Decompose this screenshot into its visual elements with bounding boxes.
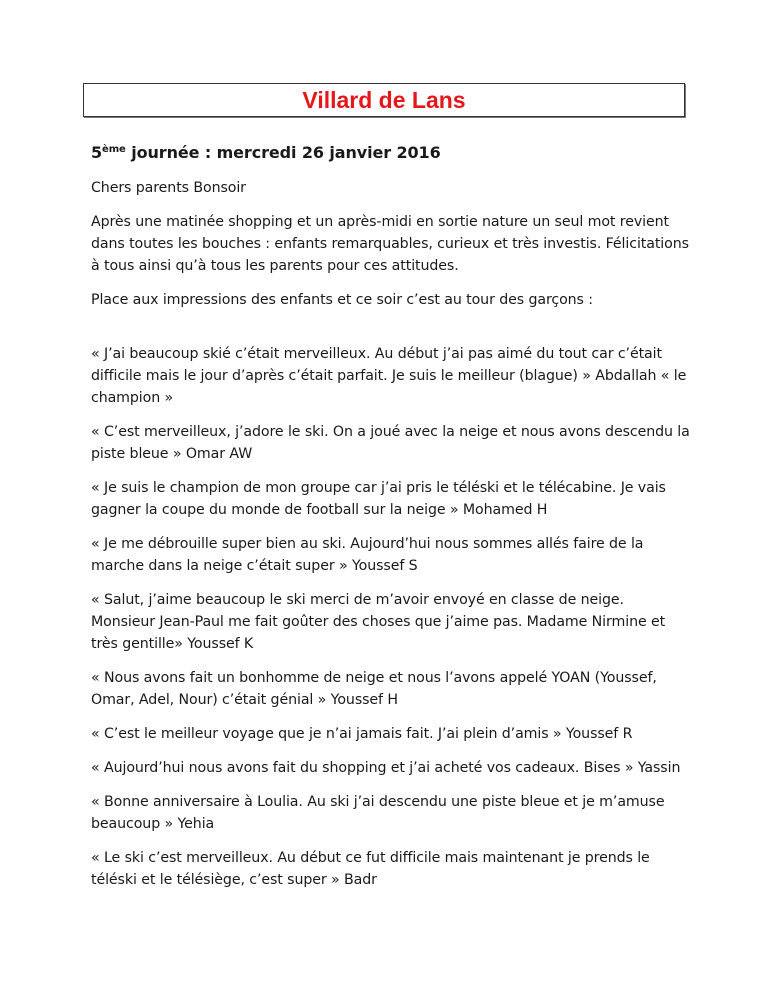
heading-ordinal: 5	[91, 143, 103, 162]
spacer	[91, 323, 691, 343]
child-quote: « Je me débrouille super bien au ski. Aujourd’hui nous sommes allés faire de la marche dans la neige c’était super » Youssef S	[91, 536, 644, 574]
child-quote: « Je suis le champion de mon groupe car j’ai pris le téléski et le télécabine. Je vais gagner la coupe du monde de football sur la neige » Mohamed H	[91, 480, 666, 518]
child-quote: « Nous avons fait un bonhomme de neige et nous l’avons appelé YOAN (Youssef, Omar, Adel, Nour) c’était génial » Youssef H	[91, 670, 657, 708]
child-quote: « Le ski c’est merveilleux. Au début ce fut difficile mais maintenant je prends le téléski et le télésiège, c’est super » Badr	[91, 850, 650, 888]
intro-paragraph: Place aux impressions des enfants et ce soir c’est au tour des garçons :	[91, 292, 593, 308]
child-quote: « Salut, j’aime beaucoup le ski merci de m’avoir envoyé en classe de neige. Monsieur Jean-Paul me fait goûter des choses que j’aime pas. Madame Nirmine et très gentille» Youssef K	[91, 592, 666, 652]
child-quote: « J’ai beaucoup skié c’était merveilleux. Au début j’ai pas aimé du tout car c’était difficile mais le jour d’après c’était parfait. Je suis le meilleur (blague) » Abdallah « le champion »	[91, 346, 687, 406]
heading-date: journée : mercredi 26 janvier 2016	[125, 143, 441, 162]
child-quote: « Bonne anniversaire à Loulia. Au ski j’ai descendu une piste bleue et je m’amuse beaucoup » Yehia	[91, 794, 665, 832]
document-body	[91, 142, 691, 903]
child-quote: « C’est merveilleux, j’adore le ski. On a joué avec la neige et nous avons descendu la piste bleue » Omar AW	[91, 424, 690, 462]
greeting: Chers parents Bonsoir	[91, 180, 246, 196]
title-box	[83, 83, 685, 117]
document-title: Villard de Lans	[302, 86, 466, 113]
heading-ordinal-suffix: ème	[102, 144, 126, 155]
child-quote: « C’est le meilleur voyage que je n’ai jamais fait. J’ai plein d’amis » Youssef R	[91, 726, 633, 742]
intro-paragraph: Après une matinée shopping et un après-midi en sortie nature un seul mot revient dans toutes les bouches : enfants remarquables, curieux et très investis. Félicitations à tous ainsi qu’à tous les parents pour ces attitudes.	[91, 214, 689, 274]
day-heading	[91, 142, 691, 164]
child-quote: « Aujourd’hui nous avons fait du shopping et j’ai acheté vos cadeaux. Bises » Yassin	[91, 760, 681, 776]
